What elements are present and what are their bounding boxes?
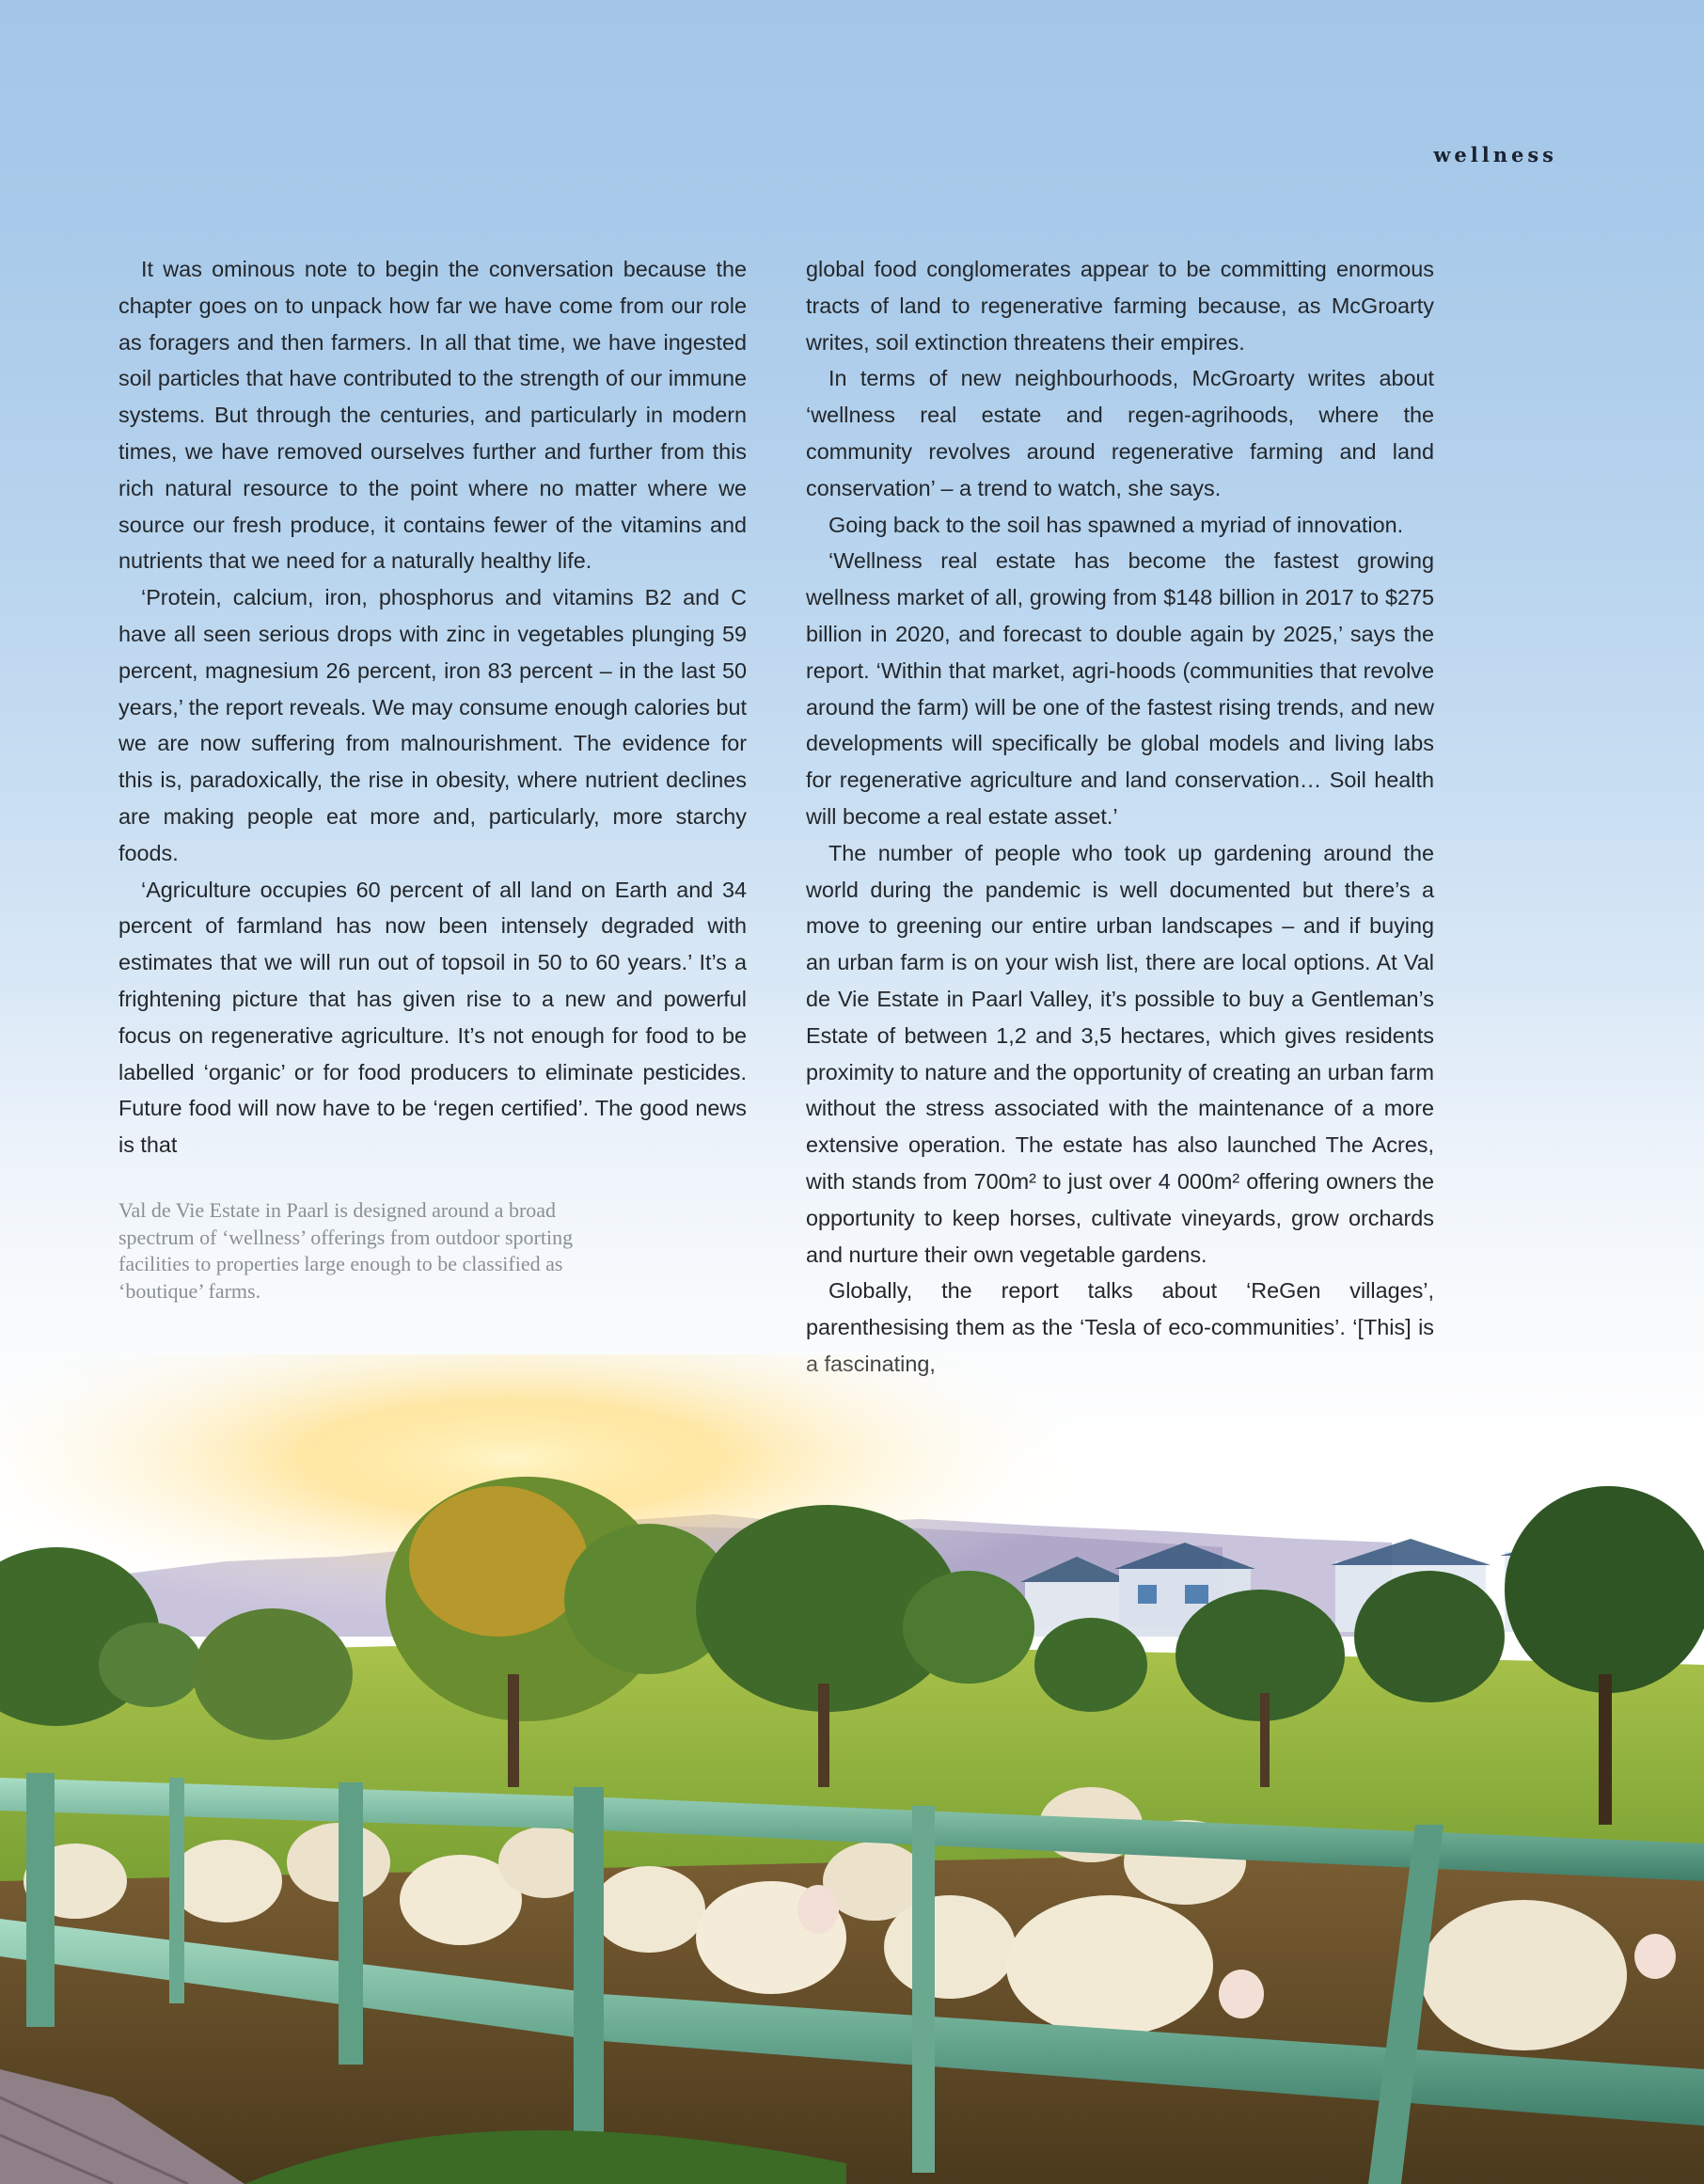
paragraph: It was ominous note to begin the conversation because the chapter goes on to unpack how far we have come from our role as foragers and then farmers. In all that time, we have ingested soil particles that have contributed to the strength of our immune systems. But through the centuries, and particularly in modern times, we have removed ourselves further and further from this rich natural resource to the point where no matter where we source our fresh produce, it contains fewer of the vitamins and nutrients that we need for a naturally healthy life.: [118, 257, 747, 574]
paragraph: The number of people who took up gardening around the world during the pandemic is well documented but there’s a move to greening our entire urban landscapes – and if buying an urban farm is on your wish list, there are local options. At Val de Vie Estate in Paarl Valley, it’s possible to buy a Gentleman’s Estate of between 1,2 and 3,5 hectares, which gives residents proximity to nature and the opportunity of creating an urban farm without the stress associated with the maintenance of a more extensive operation. The estate has also launched The Acres, with stands from 700m² to just over 4 000m² offering owners the opportunity to keep horses, cultivate vineyards, grow orchards and nurture their own vegetable gardens.: [806, 840, 1434, 1267]
section-label: wellness: [1433, 143, 1557, 166]
paragraph: ‘Protein, calcium, iron, phosphorus and vitamins B2 and C have all seen serious drops with zinc in vegetables plunging 59 percent, magnesium 26 percent, iron 83 percent – in the last 50 years,’ the report reveals. We may consume enough calories but we are now suffering from malnourishment. The evidence for this is, paradoxically, the rise in obesity, where nutrient declines are making people eat more and, particularly, more starchy foods.: [118, 585, 747, 865]
paragraph: Globally, the report talks about ‘ReGen villages’, parenthesising them as the ‘Tesla of eco-communities’. ‘[This] is: [806, 1278, 1434, 1340]
landscape-photo: [0, 1354, 1704, 2184]
paragraph: global food conglomerates appear to be committing enormous tracts of land to regenerative farming because, as McGroarty writes, soil extinction threatens their empires.: [806, 257, 1434, 355]
paragraph: ‘Wellness real estate has become the fastest growing wellness market of all, growing from $148 billion in 2017 to $275 billion in 2020, and forecast to double again by 2025,’ says the report. ‘Within that market, agri-hoods (communities that revolve around the farm) will be one of the fastest rising trends, and new developments will specifically be global models and living labs for regenerative agriculture and land conservation… Soil health will become a real estate asset.’: [806, 548, 1434, 829]
paragraph: In terms of new neighbourhoods, McGroarty writes about ‘wellness real estate and regen-agrihoods, where the community revolves around regenerative farming and land conservation’ – a trend to watch, she says.: [806, 366, 1434, 500]
paragraph: ‘Agriculture occupies 60 percent of all land on Earth and 34 percent of farmland has now been intensely degraded with estimates that we will run out of topsoil in 50 to 60 years.’ It’s a frightening picture that has given rise to a new and powerful focus on regenerative agriculture. It’s not enough for food to be labelled ‘organic’ or for food producers to eliminate pesticides. Future food will now have to be ‘regen certified’. The good news is that: [118, 877, 747, 1158]
photo-caption: Val de Vie Estate in Paarl is designed around a broad spectrum of ‘wellness’ offerings from outdoor sporting facilities to properties large enough to be classified as ‘boutique’ farms.: [118, 1198, 574, 1303]
right-column: [806, 251, 1434, 1383]
paragraph: Going back to the soil has spawned a myriad of innovation.: [828, 512, 1404, 537]
left-column: [118, 251, 747, 1163]
